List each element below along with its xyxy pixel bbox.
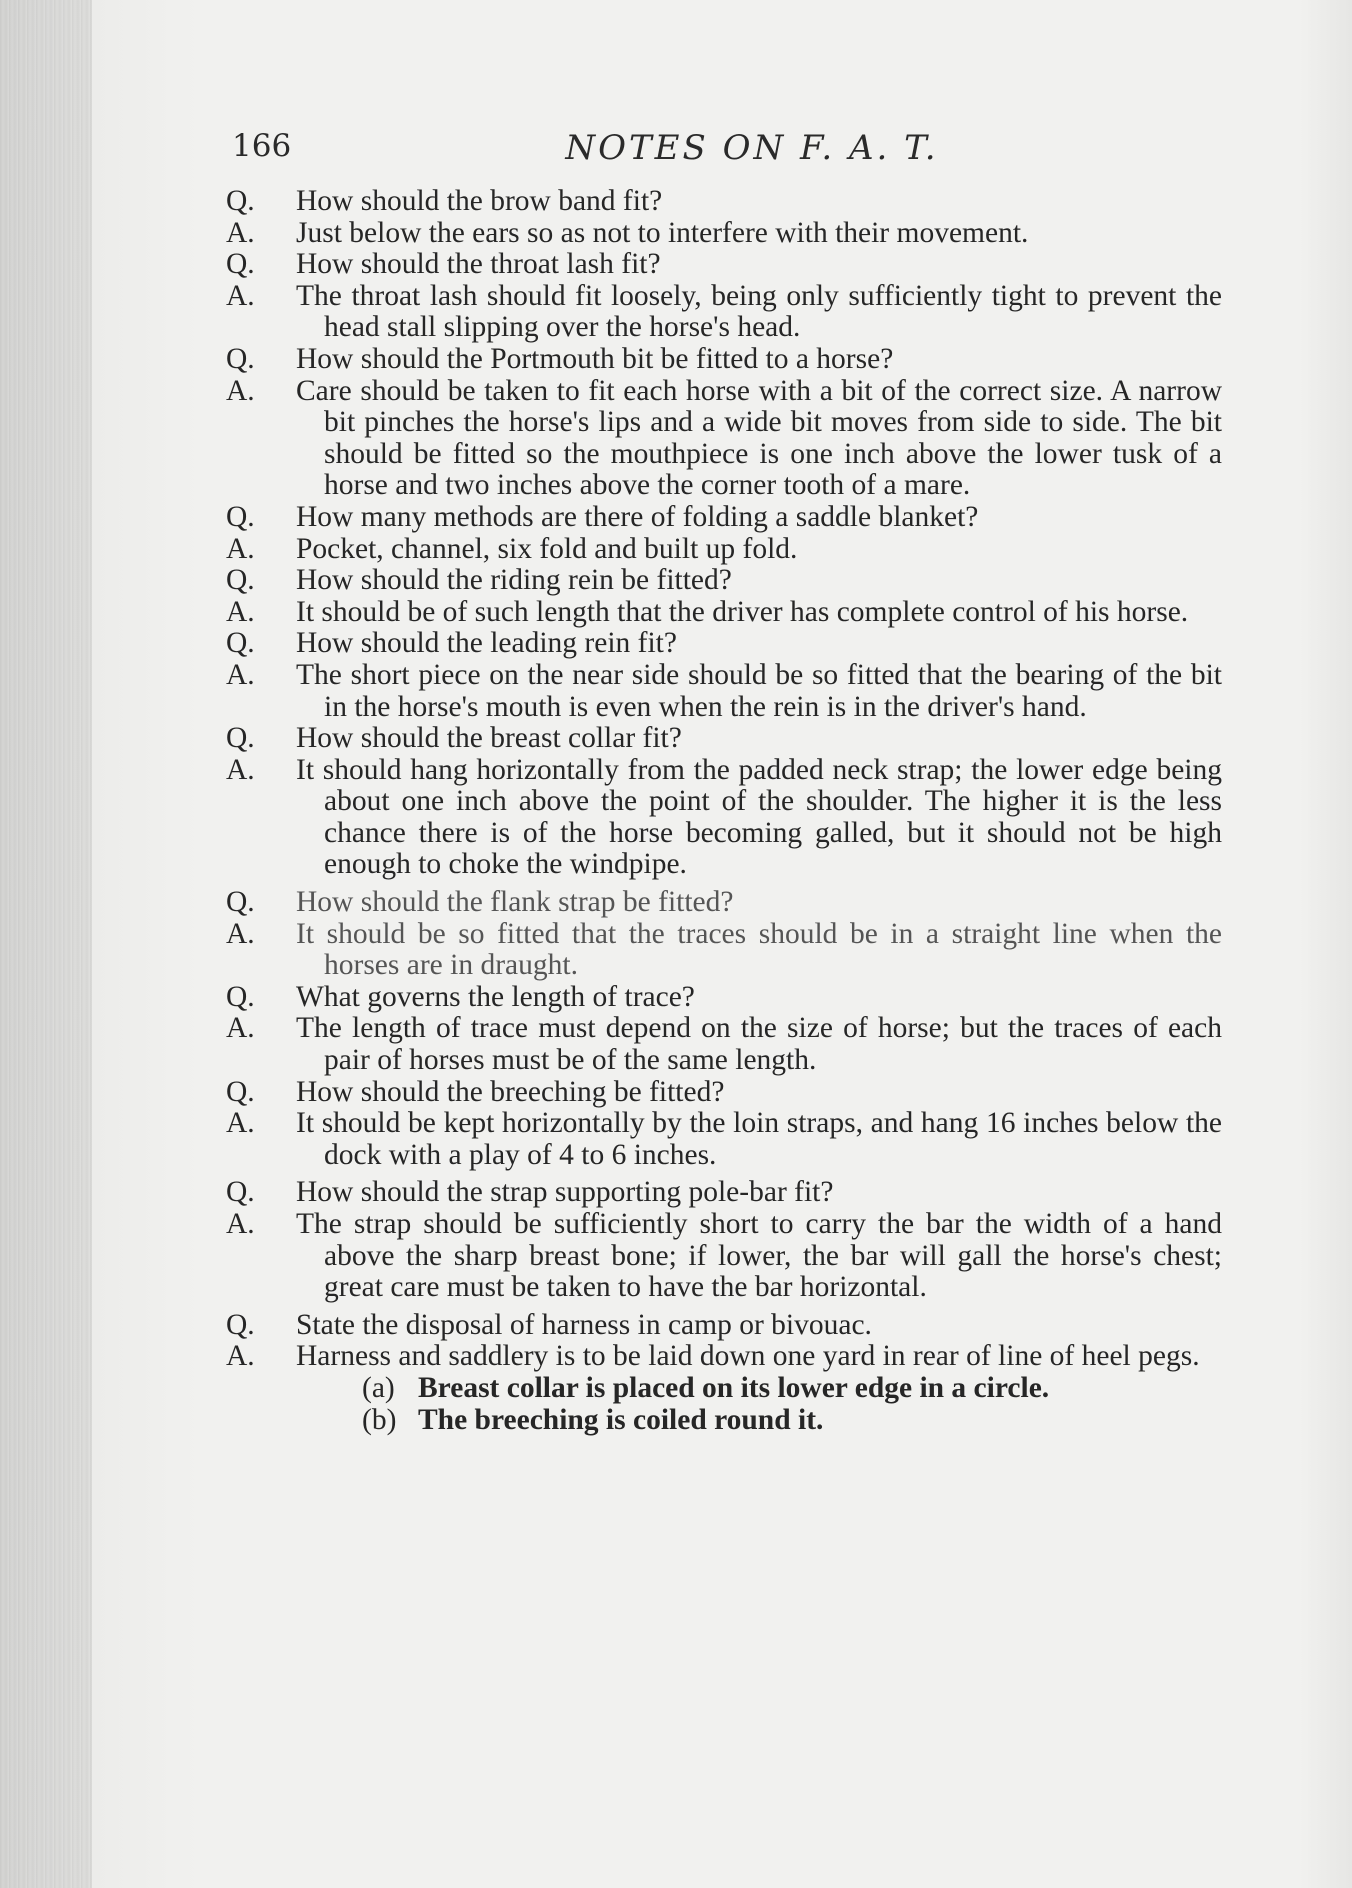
answer-9 (226, 1013, 1222, 1076)
question-1 (226, 186, 1222, 218)
answer-text: The throat lash should fit loosely, being only sufficiently tight to prevent the head stall slipping over the horse's head. (296, 279, 1222, 344)
answer-5 (226, 597, 1222, 629)
question-label: Q. (226, 627, 255, 660)
answer-text: It should hang horizontally from the padded neck strap; the lower edge being about one inch above the point of the shoulder. The higher it is the less chance there is of the horse becoming galled, but it should not be high enough to choke the windpipe. (296, 753, 1222, 881)
question-text: How should the strap supporting pole-bar fit? (296, 1176, 834, 1209)
question-text: How should the flank strap be fitted? (296, 886, 734, 919)
question-label: Q. (226, 500, 255, 533)
answer-label: A. (226, 1340, 255, 1373)
running-title: NOTES ON F. A. T. (565, 128, 939, 168)
question-text: How many methods are there of folding a saddle blanket? (296, 500, 979, 533)
sub-item-text: Breast collar is placed on its lower edge in a circle. (418, 1371, 1050, 1404)
answer-2 (226, 281, 1222, 344)
answer-label: A. (226, 279, 255, 312)
question-9 (226, 982, 1222, 1014)
answer-text: It should be so fitted that the traces should be in a straight line when the horses are in draught. (296, 917, 1222, 982)
answer-10 (226, 1108, 1222, 1171)
question-10 (226, 1077, 1222, 1109)
answer-text: The short piece on the near side should be so fitted that the bearing of the bit in the horse's mouth is even when the rein is in the driver's hand. (296, 658, 1222, 723)
question-text: How should the brow band fit? (296, 185, 663, 217)
answer-label: A. (226, 532, 255, 565)
sub-item-label: (b) (362, 1403, 397, 1436)
answer-11 (226, 1209, 1222, 1304)
question-text: State the disposal of harness in camp or bivouac. (296, 1308, 872, 1341)
answer-6 (226, 660, 1222, 723)
sub-item-a (362, 1373, 1222, 1405)
question-label: Q. (226, 248, 255, 281)
answer-text: Pocket, channel, six fold and built up fold. (296, 532, 798, 565)
answer-4 (226, 534, 1222, 566)
question-text: How should the throat lash fit? (296, 248, 661, 281)
answer-label: A. (226, 1012, 255, 1045)
question-label: Q. (226, 342, 255, 375)
answer-label: A. (226, 753, 255, 786)
sub-item-b (362, 1405, 1222, 1437)
qa-body (226, 186, 1222, 1436)
answer-8 (226, 919, 1222, 982)
question-2 (226, 249, 1222, 281)
sub-item-label: (a) (362, 1371, 395, 1404)
question-label: Q. (226, 980, 255, 1013)
question-label: Q. (226, 1075, 255, 1108)
question-text: How should the Portmouth bit be fitted to a horse? (296, 342, 894, 375)
answer-12 (226, 1341, 1222, 1373)
answer-text: Just below the ears so as not to interfere with their movement. (296, 216, 1029, 249)
question-8 (226, 887, 1222, 919)
answer-label: A. (226, 216, 255, 249)
answer-label: A. (226, 374, 255, 407)
question-text: How should the breeching be fitted? (296, 1075, 725, 1108)
question-4 (226, 502, 1222, 534)
question-label: Q. (226, 564, 255, 597)
answer-text: Harness and saddlery is to be laid down one yard in rear of line of heel pegs. (296, 1340, 1200, 1373)
question-text: How should the riding rein be fitted? (296, 564, 732, 597)
answer-1 (226, 218, 1222, 250)
answer-3 (226, 376, 1222, 502)
question-label: Q. (226, 1176, 255, 1209)
sub-item-text: The breeching is coiled round it. (418, 1403, 824, 1436)
answer-text: It should be kept horizontally by the loin straps, and hang 16 inches below the dock with a play of 4 to 6 inches. (296, 1107, 1222, 1171)
question-text: How should the breast collar fit? (296, 722, 682, 755)
disposal-sub-list (226, 1373, 1222, 1436)
question-label: Q. (226, 722, 255, 755)
book-spine-edge (0, 0, 92, 1888)
page-header (232, 128, 1232, 178)
answer-label: A. (226, 1208, 255, 1240)
question-11 (226, 1177, 1222, 1209)
answer-label: A. (226, 658, 255, 691)
question-text: What governs the length of trace? (296, 980, 695, 1013)
answer-label: A. (226, 595, 255, 628)
answer-text: Care should be taken to fit each horse with a bit of the correct size. A narrow bit pinches the horse's lips and a wide bit moves from side to side. The bit should be fitted so the mouthpiece is one inch above the lower tusk of a horse and two inches above the corner tooth of a mare. (296, 374, 1222, 502)
answer-label: A. (226, 1107, 255, 1140)
question-7 (226, 723, 1222, 755)
question-label: Q. (226, 185, 255, 217)
question-12 (226, 1310, 1222, 1342)
answer-label: A. (226, 917, 255, 950)
answer-text: The length of trace must depend on the size of horse; but the traces of each pair of horses must be of the same length. (296, 1012, 1222, 1077)
page-number: 166 (232, 128, 292, 164)
question-label: Q. (226, 886, 255, 919)
question-3 (226, 344, 1222, 376)
question-text: How should the leading rein fit? (296, 627, 677, 660)
answer-text: The strap should be sufficiently short to carry the bar the width of a hand above the sharp breast bone; if lower, the bar will gall the horse's chest; great care must be taken to have the bar horizontal. (296, 1208, 1222, 1304)
question-label: Q. (226, 1308, 255, 1341)
question-5 (226, 565, 1222, 597)
question-6 (226, 628, 1222, 660)
answer-7 (226, 755, 1222, 881)
answer-text: It should be of such length that the driver has complete control of his horse. (296, 595, 1189, 628)
